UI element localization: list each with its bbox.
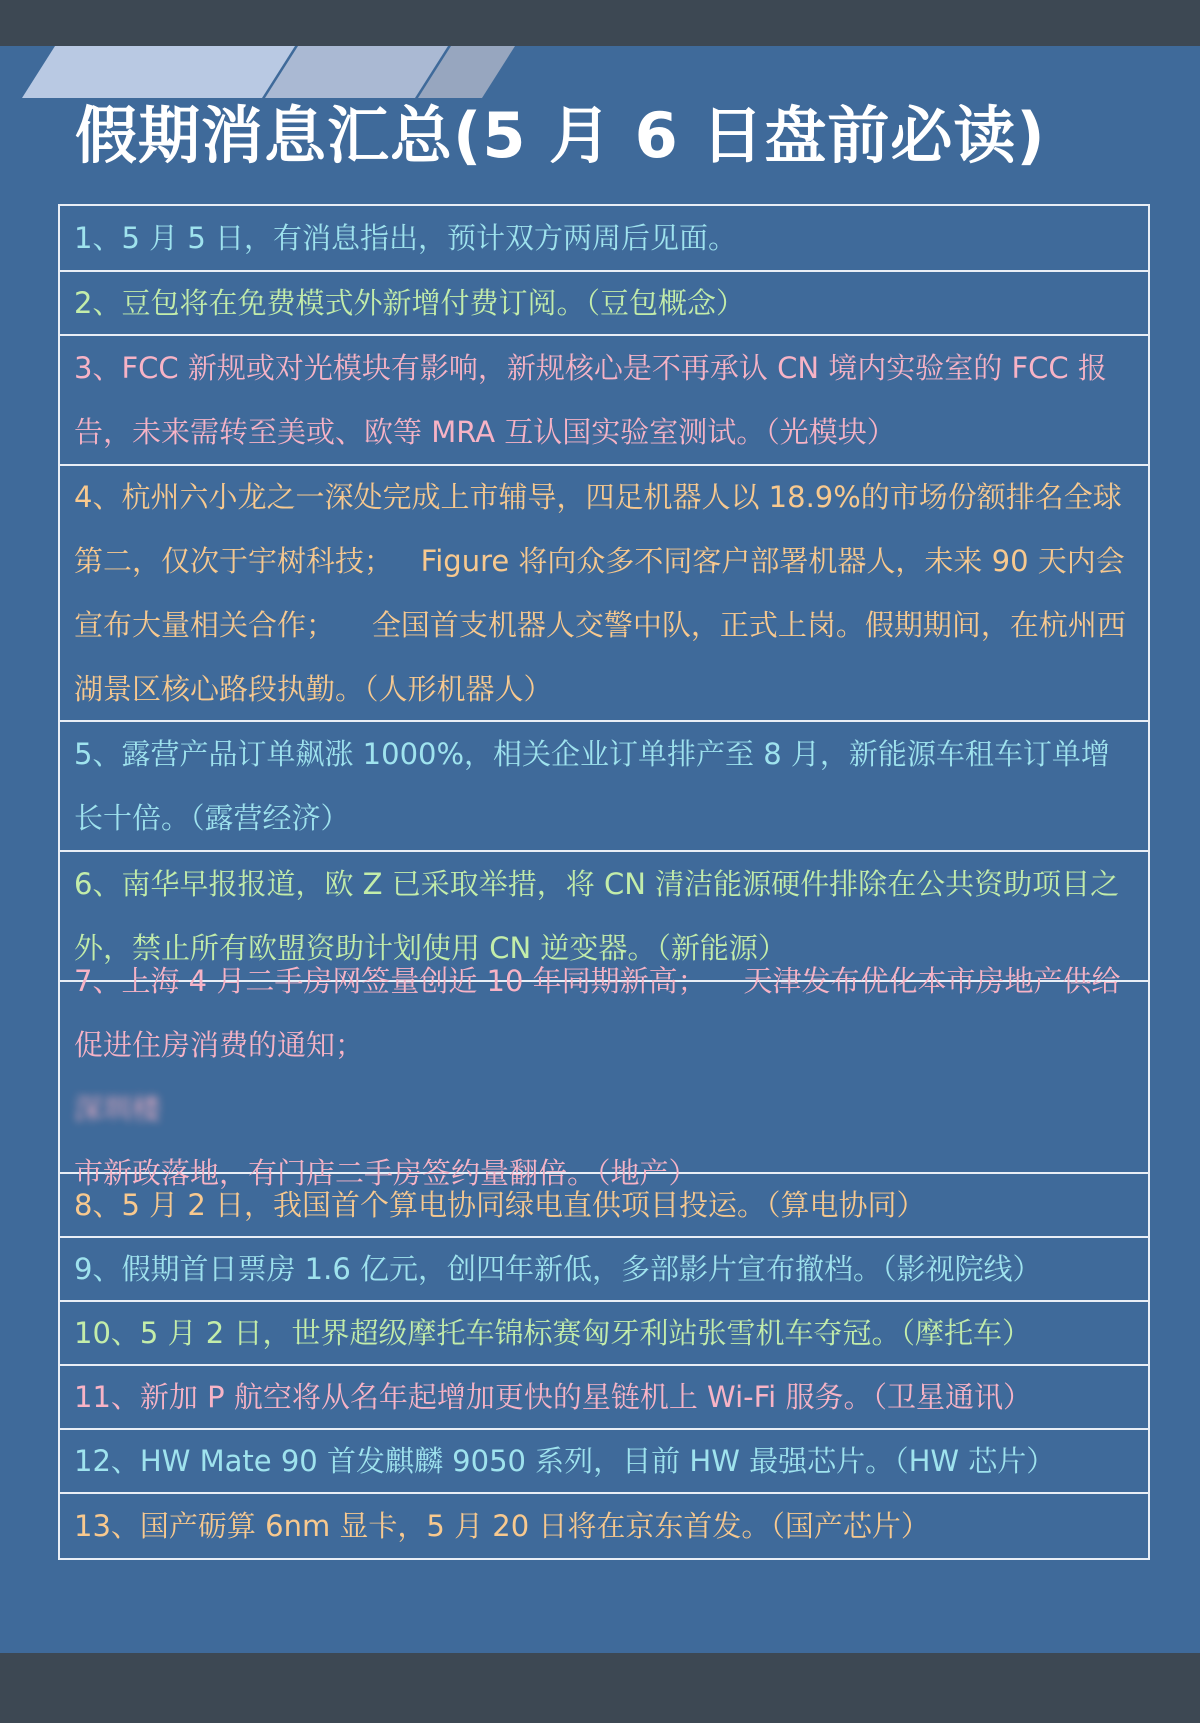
news-item-text: 13、国产砺算 6nm 显卡，5 月 20 日将在京东首发。（国产芯片） [74, 1509, 930, 1543]
news-item-text: 4、杭州六小龙之一深处完成上市辅导，四足机器人以 18.9%的市场份额排名全球第二，仅次于宇树科技； Figure 将向众多不同客户部署机器人，未来 90 天内会宣布大量相关合作； 全国首支机器人交警中队，正式上岗。假期期间，在杭州西湖景区核心路段执勤。（人形机器人） [74, 480, 1126, 706]
news-item-2 [60, 272, 1148, 336]
news-item-text: 12、HW Mate 90 首发麒麟 9050 系列，目前 HW 最强芯片。（HW 芯片） [74, 1444, 1056, 1478]
news-item-text [74, 949, 1134, 1205]
news-item-11 [60, 1366, 1148, 1430]
top-frame-bar [0, 0, 1200, 46]
news-item-text: 5、露营产品订单飙涨 1000%，相关企业订单排产至 8 月，新能源车租车订单增长十倍。（露营经济） [74, 737, 1110, 835]
news-item-12 [60, 1430, 1148, 1494]
news-item-text: 6、南华早报报道，欧 Z 已采取举措，将 CN 清洁能源硬件排除在公共资助项目之外，禁止所有欧盟资助计划使用 CN 逆变器。（新能源） [74, 867, 1120, 965]
news-item-text: 11、新加 P 航空将从名年起增加更快的星链机上 Wi-Fi 服务。（卫星通讯） [74, 1380, 1032, 1414]
news-item-text: 3、FCC 新规或对光模块有影响，新规核心是不再承认 CN 境内实验室的 FCC 报告，未来需转至美或、欧等 MRA 互认国实验室测试。（光模块） [74, 351, 1107, 449]
news-item-1 [60, 206, 1148, 272]
news-summary-poster [0, 46, 1200, 1653]
news-table [58, 204, 1150, 1560]
stripe-2 [265, 46, 448, 98]
stripe-1 [22, 46, 295, 98]
news-item-text-part-2: 市新政落地，有门店二手房签约量翻倍。（地产） [74, 1156, 698, 1190]
page-title: 假期消息汇总(5 月 6 日盘前必读) [75, 99, 1046, 172]
blurred-city-name: 深圳楼 [74, 1092, 162, 1126]
decorative-stripes [0, 46, 1200, 98]
news-item-3 [60, 336, 1148, 466]
news-item-text-part-1: 7、上海 4 月二手房网签量创近 10 年同期新高； 天津发布优化本市房地产供给促进住房消费的通知； [74, 964, 1121, 1062]
news-item-9 [60, 1238, 1148, 1302]
news-item-text: 1、5 月 5 日，有消息指出，预计双方两周后见面。 [74, 221, 738, 255]
news-item-text: 10、5 月 2 日，世界超级摩托车锦标赛匈牙利站张雪机车夺冠。（摩托车） [74, 1316, 1031, 1350]
news-item-5 [60, 722, 1148, 852]
news-item-text: 8、5 月 2 日，我国首个算电协同绿电直供项目投运。（算电协同） [74, 1188, 926, 1222]
news-item-text: 9、假期首日票房 1.6 亿元，创四年新低，多部影片宣布撤档。（影视院线） [74, 1252, 1042, 1286]
news-item-text: 2、豆包将在免费模式外新增付费订阅。（豆包概念） [74, 286, 745, 320]
news-item-10 [60, 1302, 1148, 1366]
news-item-4 [60, 466, 1148, 722]
news-item-7 [60, 964, 1148, 1190]
bottom-frame-bar [0, 1653, 1200, 1723]
news-item-13 [60, 1494, 1148, 1558]
